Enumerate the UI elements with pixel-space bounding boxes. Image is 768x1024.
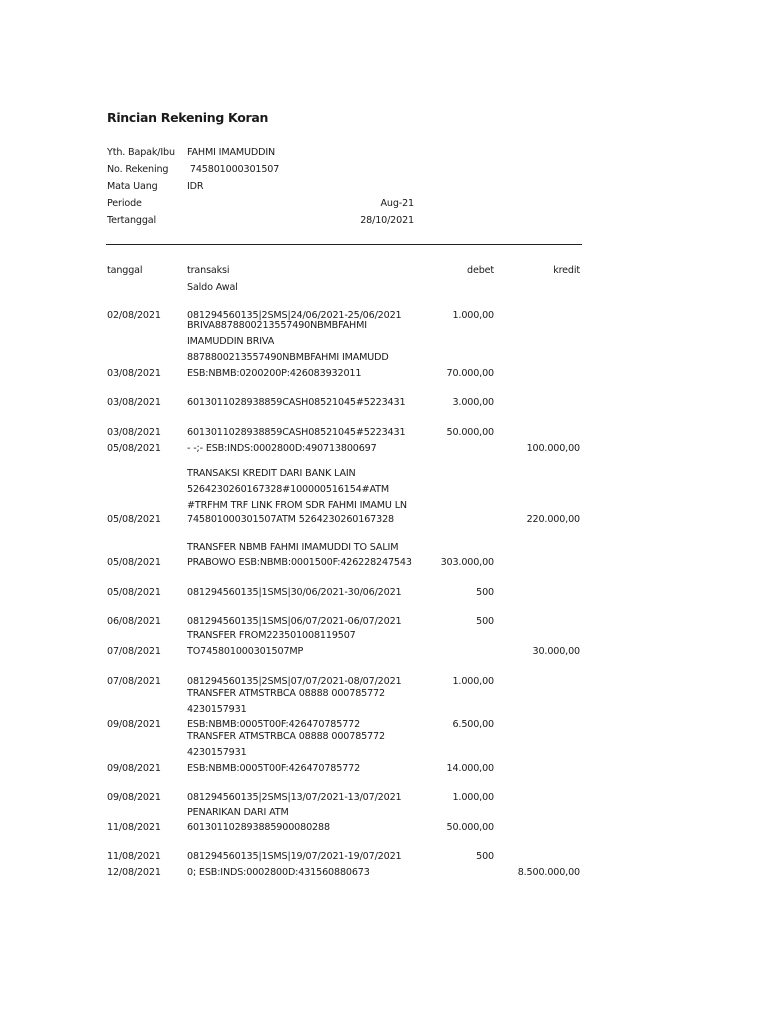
row-description-line: 60130110289388590008028​8: [187, 822, 330, 833]
row-date: 12/08/2021: [107, 867, 161, 878]
row-description-line: ESB:NBMB:0005T00F:426470785772: [187, 763, 361, 774]
row-debit: 500: [476, 851, 494, 862]
row-description-line: 081294560135|1SMS|19/07/2021-19/07/2021: [187, 851, 402, 862]
row-debit: 6.500,00: [452, 719, 494, 730]
row-date: 05/08/2021: [107, 557, 161, 568]
row-description-line: 5264230260167328#100000516154#ATM: [187, 484, 389, 495]
header-divider: [106, 244, 582, 245]
column-header-debit: debet: [467, 265, 494, 276]
row-date: 09/08/2021: [107, 792, 161, 803]
row-date: 09/08/2021: [107, 719, 161, 730]
info-value-period: Aug-21: [380, 198, 414, 209]
row-description-line: 0; ESB:INDS:0002800D:431560880673: [187, 867, 370, 878]
column-header-date: tanggal: [107, 265, 143, 276]
row-credit: 30.000,00: [532, 646, 580, 657]
row-description-line: 6013011028938859CASH08521045#5223431: [187, 427, 406, 438]
row-debit: 50.000,00: [446, 427, 494, 438]
row-debit: 1.000,00: [452, 676, 494, 687]
row-credit: 100.000,00: [526, 443, 580, 454]
row-date: 09/08/2021: [107, 763, 161, 774]
row-debit: 1.000,00: [452, 310, 494, 321]
row-date: 07/08/2021: [107, 646, 161, 657]
row-description-line: 081294560135|1SMS|30/06/2021-30/06/2021: [187, 587, 402, 598]
row-description-line: BRIVA8878800213557490NBMBFAHMI: [187, 320, 367, 331]
row-description-line: TRANSFER NBMB FAHMI IMAMUDDI TO SALIM: [187, 542, 399, 553]
row-description-line: 4230157931: [187, 704, 247, 715]
row-description-line: ESB:NBMB:0005T00F:426470785772: [187, 719, 361, 730]
row-description-line: PENARIKAN DARI ATM: [187, 807, 289, 818]
row-description-line: TRANSFER ATMSTRBCA 08888 000785772: [187, 731, 385, 742]
row-debit: 70.000,00: [446, 368, 494, 379]
row-date: 02/08/2021: [107, 310, 161, 321]
row-description-line: 081294560135|2SMS|24/06/2021-25/06/2021: [187, 310, 402, 321]
column-header-transaction: transaksi: [187, 265, 230, 276]
row-debit: 303.000,00: [440, 557, 494, 568]
row-date: 03/08/2021: [107, 427, 161, 438]
row-description-line: TRANSAKSI KREDIT DARI BANK LAIN: [187, 468, 356, 479]
row-debit: 500: [476, 587, 494, 598]
row-date: 05/08/2021: [107, 443, 161, 454]
row-date: 03/08/2021: [107, 368, 161, 379]
row-description-line: 8878800213557490NBMBFAHMI IMAMUDD: [187, 352, 389, 363]
row-description-line: PRABOWO ESB:NBMB:0001500F:426228247543: [187, 557, 412, 568]
info-label-period: Periode: [107, 198, 142, 209]
row-date: 11/08/2021: [107, 851, 161, 862]
row-description-line: IMAMUDDIN BRIVA: [187, 336, 275, 347]
row-debit: 1.000,00: [452, 792, 494, 803]
row-description-line: 6013011028938859CASH08521045#5223431: [187, 397, 406, 408]
info-label-account: No. Rekening: [107, 164, 169, 175]
row-description-line: #TRFHM TRF LINK FROM SDR FAHMI IMAMU LN: [187, 500, 407, 511]
row-date: 03/08/2021: [107, 397, 161, 408]
info-value-recipient: FAHMI IMAMUDDIN: [187, 147, 276, 158]
row-date: 05/08/2021: [107, 514, 161, 525]
row-debit: 14.000,00: [446, 763, 494, 774]
row-description-line: TO745801000301507MP: [187, 646, 304, 657]
info-value-account: 745801000301507: [187, 164, 280, 175]
row-description-line: TRANSFER FROM223501008119507: [187, 630, 356, 641]
row-debit: 50.000,00: [446, 822, 494, 833]
row-description-line: 081294560135|2SMS|13/07/2021-13/07/2021: [187, 792, 402, 803]
info-value-date: 28/10/2021: [360, 215, 414, 226]
row-description-line: 081294560135|1SMS|06/07/2021-06/07/2021: [187, 616, 402, 627]
row-credit: 8.500.000,00: [517, 867, 580, 878]
row-description-line: - -;- ESB:INDS:0002800D:490713800697: [187, 443, 377, 454]
row-date: 05/08/2021: [107, 587, 161, 598]
info-label-recipient: Yth. Bapak/Ibu: [107, 147, 175, 158]
row-description-line: 4230157931: [187, 747, 247, 758]
row-description-line: ESB:NBMB:0200200P:426083932011: [187, 368, 362, 379]
row-description-line: 081294560135|2SMS|07/07/2021-08/07/2021: [187, 676, 402, 687]
row-description-line: TRANSFER ATMSTRBCA 08888 000785772: [187, 688, 385, 699]
row-description-line: 745801000301507ATM 5264230260167328: [187, 514, 394, 525]
info-value-currency: IDR: [187, 181, 204, 192]
info-label-date: Tertanggal: [107, 215, 157, 226]
row-date: 11/08/2021: [107, 822, 161, 833]
row-debit: 500: [476, 616, 494, 627]
info-label-currency: Mata Uang: [107, 181, 158, 192]
row-credit: 220.000,00: [526, 514, 580, 525]
page-title: Rincian Rekening Koran: [107, 110, 269, 125]
row-date: 07/08/2021: [107, 676, 161, 687]
opening-balance-label: Saldo Awal: [187, 282, 238, 293]
row-debit: 3.000,00: [452, 397, 494, 408]
column-header-credit: kredit: [553, 265, 580, 276]
row-date: 06/08/2021: [107, 616, 161, 627]
